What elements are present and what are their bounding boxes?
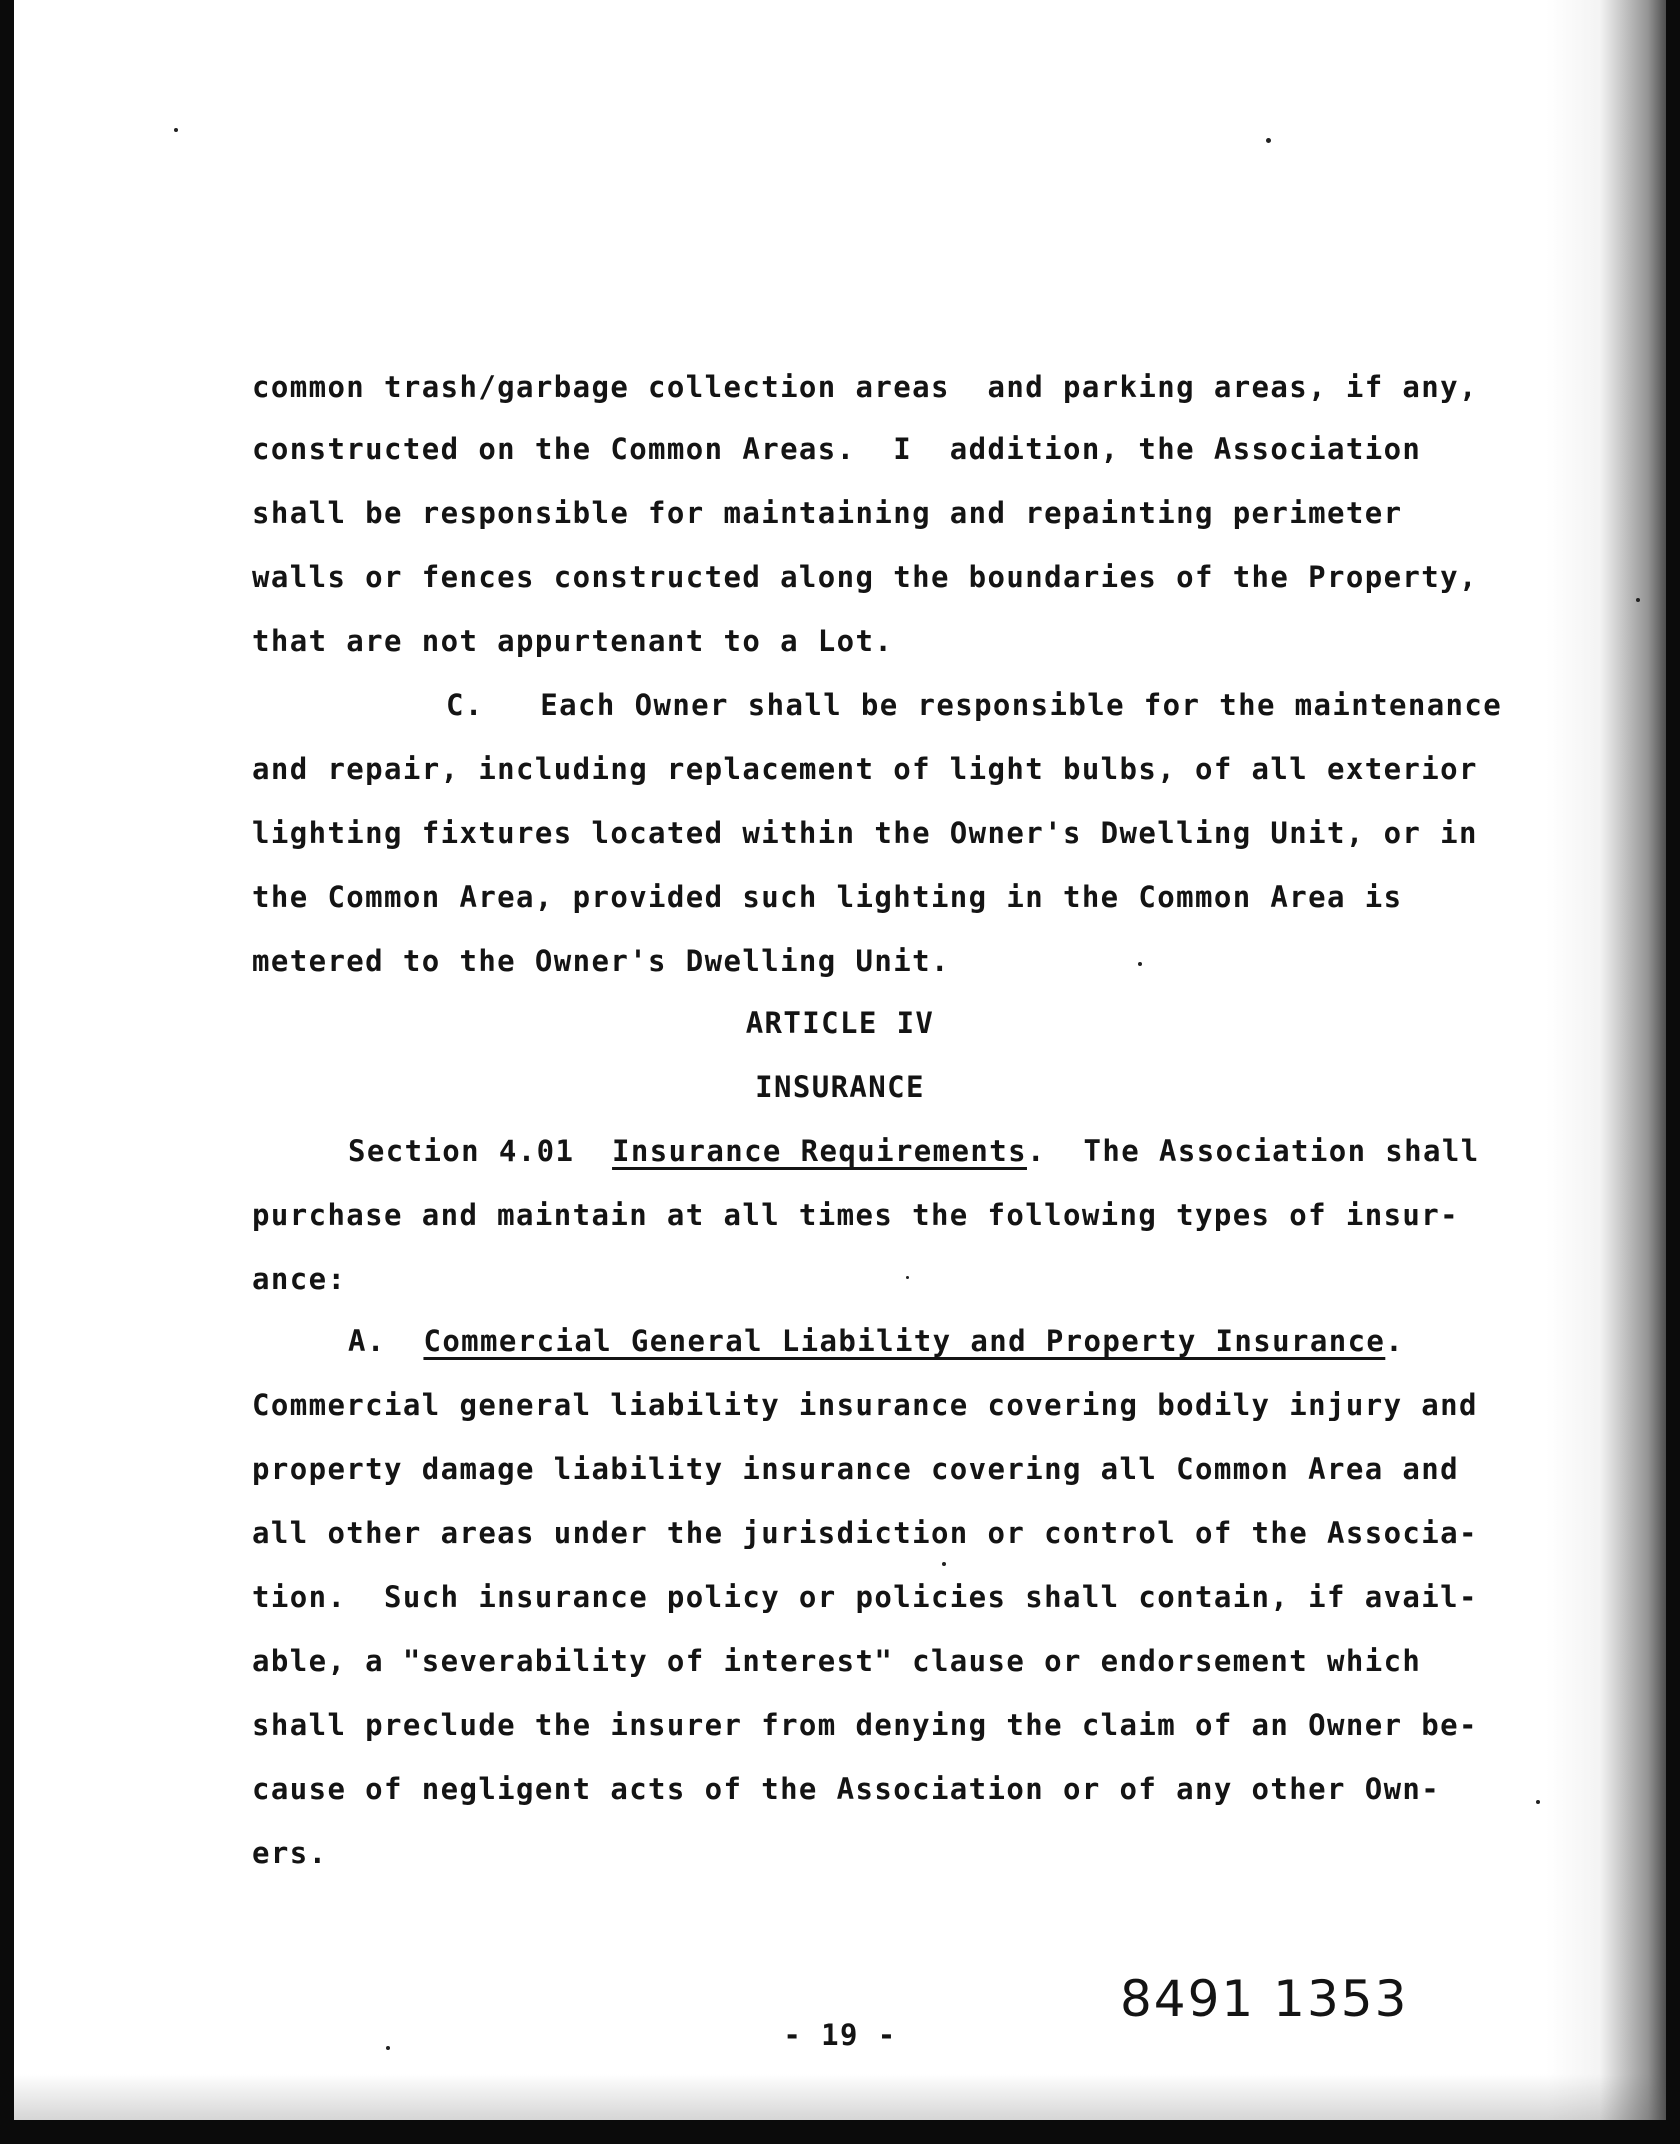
scan-speck (386, 2046, 390, 2050)
scan-speck (1536, 1800, 1540, 1804)
paragraph-line: that are not appurtenant to a Lot. (252, 624, 894, 658)
subsection-heading: Commercial General Liability and Property Insurance (423, 1324, 1386, 1358)
paragraph-line: common trash/garbage collection areas and parking areas, if any, (252, 370, 1478, 404)
section-heading-tail: . The Association shall (1026, 1134, 1480, 1168)
paragraph-line: cause of negligent acts of the Association or of any other Own- (252, 1772, 1441, 1806)
paragraph-line: metered to the Owner's Dwelling Unit. (252, 944, 950, 978)
scan-speck (1636, 598, 1640, 602)
paragraph-line: constructed on the Common Areas. I addition, the Association (252, 432, 1422, 466)
paragraph-line: able, a "severability of interest" clause or endorsement which (252, 1644, 1422, 1678)
paragraph-line: lighting fixtures located within the Owner's Dwelling Unit, or in (252, 816, 1478, 850)
subsection-letter: A. (348, 1324, 424, 1358)
scan-bottom-shadow (14, 2074, 1666, 2120)
scan-edge-shadow (1546, 0, 1666, 2120)
subsection-heading-line (348, 1324, 1404, 1358)
section-heading-line (348, 1134, 1480, 1168)
paragraph-line: shall be responsible for maintaining and repainting perimeter (252, 496, 1403, 530)
subsection-heading-tail: . (1385, 1324, 1405, 1358)
document-page (14, 0, 1666, 2120)
document-number: 8491 1353 (1120, 1970, 1409, 2028)
section-number: Section 4.01 (348, 1134, 613, 1168)
section-heading: Insurance Requirements (612, 1134, 1027, 1168)
scan-speck (174, 128, 178, 132)
page-number: - 19 - (783, 2018, 897, 2052)
paragraph-line: Commercial general liability insurance covering bodily injury and (252, 1388, 1478, 1422)
paragraph-line: the Common Area, provided such lighting in the Common Area is (252, 880, 1403, 914)
paragraph-line: ance: (252, 1262, 347, 1296)
paragraph-line: tion. Such insurance policy or policies shall contain, if avail- (252, 1580, 1478, 1614)
paragraph-line: property damage liability insurance covering all Common Area and (252, 1452, 1460, 1486)
scan-speck (906, 1276, 909, 1279)
article-title: INSURANCE (755, 1070, 925, 1104)
article-number: ARTICLE IV (745, 1006, 935, 1040)
paragraph-line: shall preclude the insurer from denying the claim of an Owner be- (252, 1708, 1478, 1742)
scan-speck (942, 1562, 946, 1566)
paragraph-line: purchase and maintain at all times the following types of insur- (252, 1198, 1460, 1232)
scan-speck (1138, 962, 1142, 966)
paragraph-line: walls or fences constructed along the boundaries of the Property, (252, 560, 1478, 594)
paragraph-line: all other areas under the jurisdiction or control of the Associa- (252, 1516, 1478, 1550)
paragraph-line: C. Each Owner shall be responsible for the maintenance (446, 688, 1503, 722)
paragraph-line: ers. (252, 1836, 328, 1870)
paragraph-line: and repair, including replacement of light bulbs, of all exterior (252, 752, 1478, 786)
scan-speck (1266, 138, 1271, 143)
